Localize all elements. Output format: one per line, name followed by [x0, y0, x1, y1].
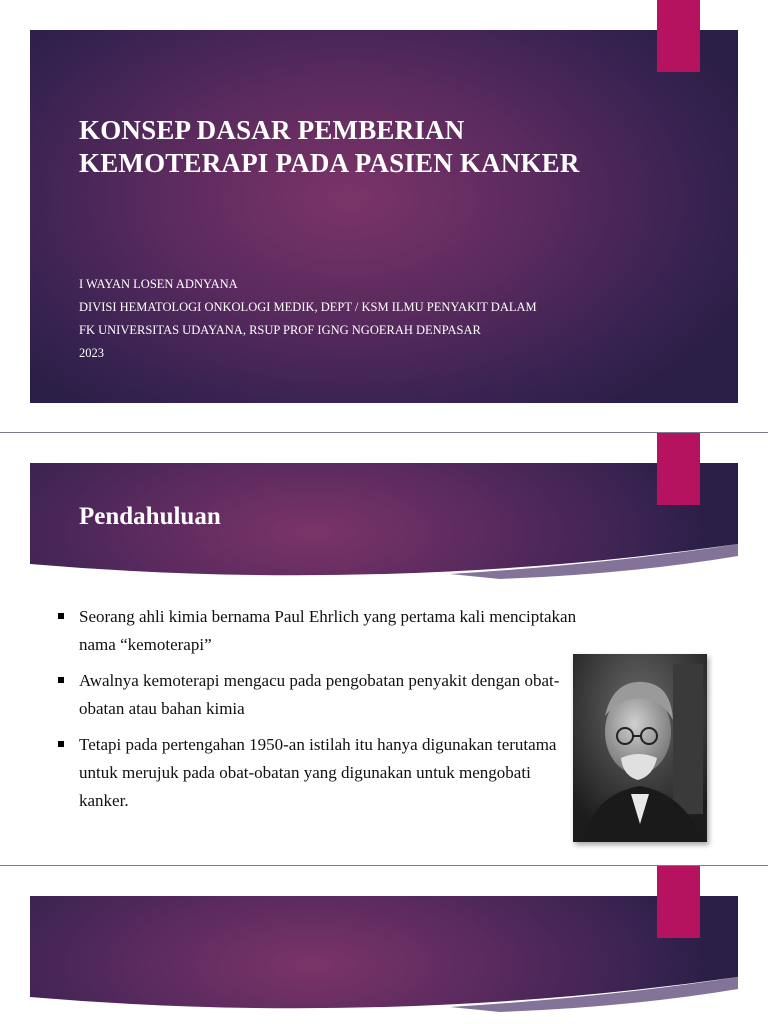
- banner-curve: [30, 534, 738, 579]
- square-bullet-icon: [58, 613, 64, 619]
- heading-banner: [30, 896, 738, 1011]
- bullet-item: [58, 603, 578, 659]
- title-line-1: KONSEP DASAR PEMBERIAN: [79, 115, 465, 145]
- intro-slide: [0, 433, 768, 865]
- banner-curve: [30, 967, 738, 1012]
- next-slide: [0, 866, 768, 1024]
- slide-heading: Pendahuluan: [79, 503, 221, 530]
- accent-tab: [657, 866, 700, 938]
- square-bullet-icon: [58, 741, 64, 747]
- author-info: [79, 273, 537, 365]
- portrait-photo: [573, 654, 707, 842]
- title-line-2: KEMOTERAPI PADA PASIEN KANKER: [79, 148, 580, 178]
- division-name: DIVISI HEMATOLOGI ONKOLOGI MEDIK, DEPT / KSM ILMU PENYAKIT DALAM: [79, 300, 537, 314]
- accent-tab: [657, 433, 700, 505]
- bullet-text: Awalnya kemoterapi mengacu pada pengobatan penyakit dengan obat-obatan atau bahan kimia: [79, 671, 560, 718]
- bullet-list: [58, 603, 578, 823]
- year: 2023: [79, 346, 104, 360]
- bullet-item: [58, 731, 578, 815]
- accent-tab: [657, 0, 700, 72]
- title-slide: [0, 0, 768, 432]
- institution-name: FK UNIVERSITAS UDAYANA, RSUP PROF IGNG NGOERAH DENPASAR: [79, 323, 481, 337]
- square-bullet-icon: [58, 677, 64, 683]
- bullet-text: Tetapi pada pertengahan 1950-an istilah itu hanya digunakan terutama untuk merujuk pada obat-obatan yang digunakan untuk mengobati kanker.: [79, 735, 557, 810]
- slide-title: [79, 114, 679, 180]
- bullet-text: Seorang ahli kimia bernama Paul Ehrlich yang pertama kali menciptakan nama “kemoterapi”: [79, 607, 577, 654]
- author-name: I WAYAN LOSEN ADNYANA: [79, 277, 238, 291]
- bullet-item: [58, 667, 578, 723]
